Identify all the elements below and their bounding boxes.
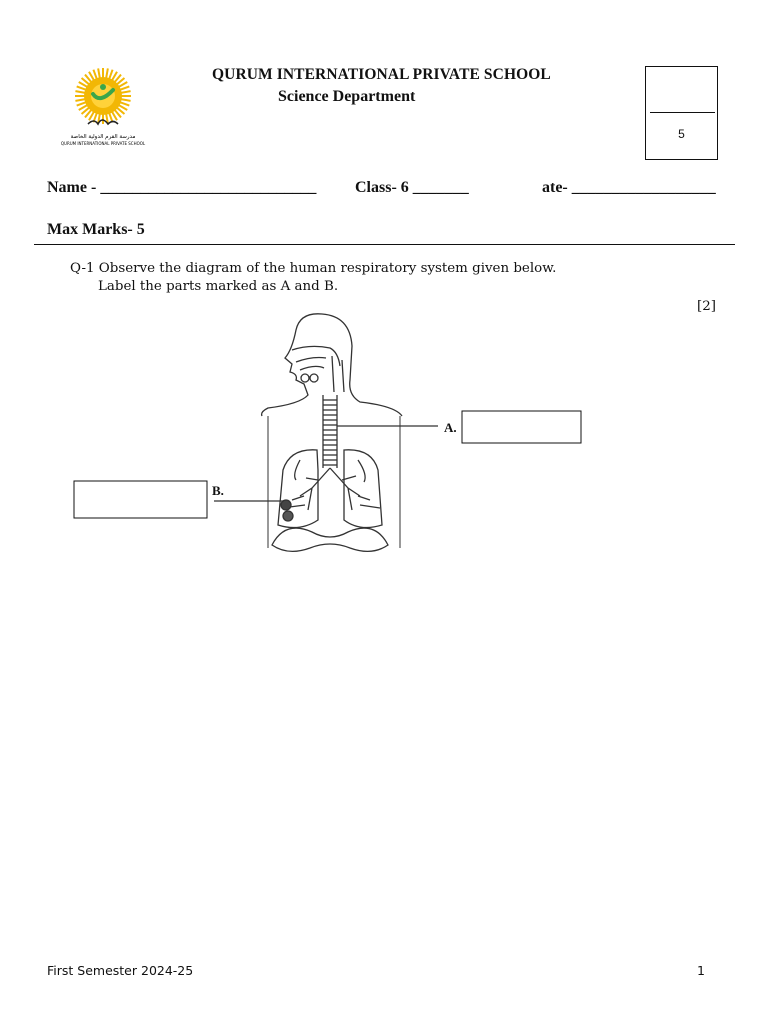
question-1-text: Q-1 Observe the diagram of the human respiratory system given below. (70, 261, 557, 276)
label-b: B. (212, 483, 224, 498)
respiratory-diagram (60, 305, 600, 565)
bronchi (292, 468, 370, 510)
question-1-instruction: Label the parts marked as A and B. (98, 279, 339, 294)
trachea (323, 395, 337, 468)
department-title: Science Department (278, 88, 416, 105)
logo-arabic-text: مدرسة القرم الدولية الخاصة (70, 134, 136, 140)
sun-emblem-icon (75, 68, 131, 124)
school-name: QURUM INTERNATIONAL PRIVATE SCHOOL (212, 66, 551, 83)
date-field[interactable]: ate- __________________ (542, 179, 716, 196)
label-a: A. (444, 420, 457, 435)
logo-english-text: QURUM INTERNATIONAL PRIVATE SCHOOL (60, 141, 146, 146)
name-field[interactable]: Name - ___________________________ (47, 179, 317, 196)
total-marks: 5 (678, 127, 685, 141)
page-number: 1 (697, 963, 705, 978)
marks-obtained-line (650, 112, 715, 113)
alveoli-cluster (283, 511, 293, 521)
adenoid-right (310, 374, 318, 382)
body-outline (262, 314, 402, 416)
question-1-marks: [2] (697, 299, 716, 314)
class-field[interactable]: Class- 6 _______ (355, 179, 469, 196)
answer-box-b[interactable] (74, 481, 207, 518)
max-marks: Max Marks- 5 (47, 221, 145, 238)
diaphragm (272, 528, 388, 551)
school-logo (58, 66, 148, 150)
adenoid-left (301, 374, 309, 382)
marks-box (645, 66, 718, 160)
answer-box-a[interactable] (462, 411, 581, 443)
pharynx (332, 356, 344, 392)
footer-semester: First Semester 2024-25 (47, 963, 194, 978)
header-divider (34, 244, 735, 245)
